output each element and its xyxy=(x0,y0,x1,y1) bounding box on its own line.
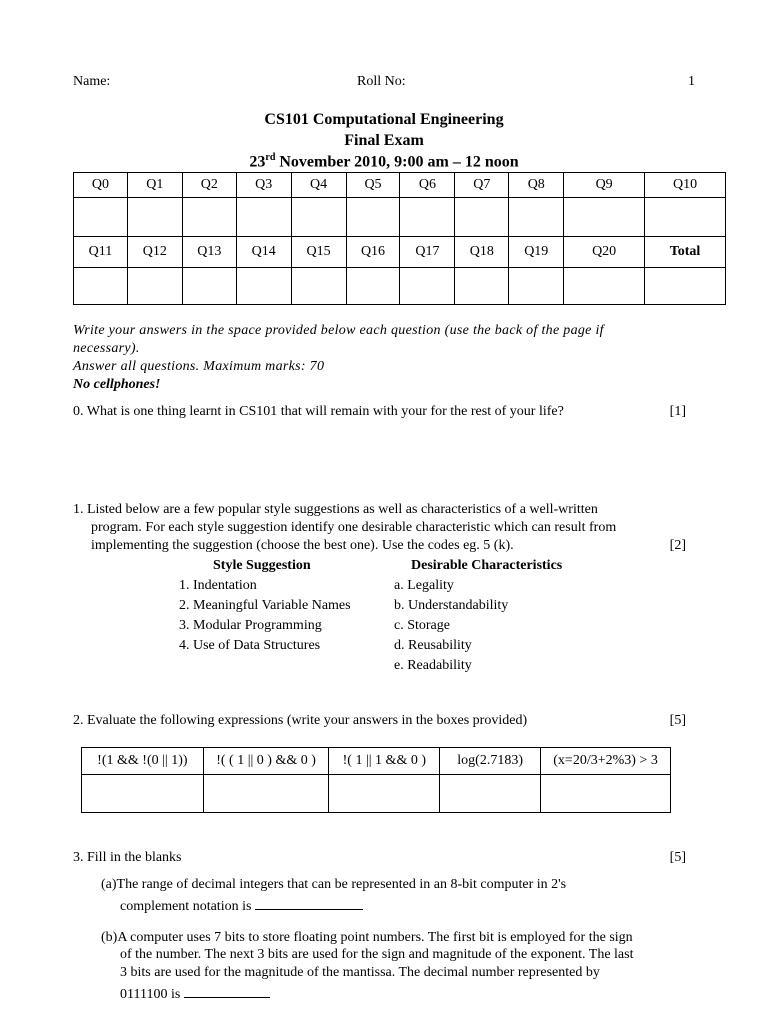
marks-blank-cell xyxy=(400,198,455,237)
marks-cell-label: Q11 xyxy=(74,237,128,268)
suggestion-item: 1. Indentation xyxy=(179,578,257,593)
marks-blank-cell xyxy=(400,268,455,305)
marks-header-row-2 xyxy=(74,237,726,268)
characteristic-item: d. Reusability xyxy=(394,638,472,653)
question-3 xyxy=(73,850,686,866)
expression-cell: log(2.7183) xyxy=(440,748,541,775)
instructions-line-3: Answer all questions. Maximum marks: 70 xyxy=(73,359,325,374)
marks-blank-cell xyxy=(127,268,182,305)
marks-cell-label: Q20 xyxy=(564,237,645,268)
marks-cell-label: Q13 xyxy=(182,237,236,268)
marks-cell-label: Q19 xyxy=(509,237,564,268)
suggestions-list xyxy=(179,578,351,658)
marks-cell-label: Q10 xyxy=(645,173,726,198)
marks-cell-label: Q1 xyxy=(127,173,182,198)
instructions-line-1: Write your answers in the space provided below each question (use the back of the page if xyxy=(73,323,604,338)
marks-cell-label: Q18 xyxy=(455,237,509,268)
characteristic-item: b. Understandability xyxy=(394,598,509,613)
marks-blank-cell xyxy=(291,268,346,305)
marks-total-label: Total xyxy=(645,237,726,268)
question-3-text: 3. Fill in the blanks xyxy=(73,850,182,865)
question-3-marks: [5] xyxy=(669,850,686,865)
marks-cell-label: Q15 xyxy=(291,237,346,268)
marks-blank-cell xyxy=(74,198,128,237)
date-superscript: rd xyxy=(265,152,276,163)
question-1-line-2: program. For each style suggestion identify one desirable characteristic which can result from xyxy=(91,520,617,535)
answer-box xyxy=(541,775,671,813)
marks-blank-cell xyxy=(182,268,236,305)
question-3b-line-1: (b)A computer uses 7 bits to store floating point numbers. The first bit is employed for the sign xyxy=(101,930,633,945)
marks-blank-cell xyxy=(182,198,236,237)
question-0-marks: [1] xyxy=(669,404,686,419)
characteristics-list xyxy=(394,578,508,678)
marks-blank-cell xyxy=(455,198,509,237)
date-rest: November 2010, 9:00 am – 12 noon xyxy=(275,153,519,171)
marks-cell-label: Q9 xyxy=(564,173,645,198)
characteristic-item: c. Storage xyxy=(394,618,450,633)
marks-blank-row-2 xyxy=(74,268,726,305)
question-1-line-1: 1. Listed below are a few popular style suggestions as well as characteristics of a well-written xyxy=(73,502,598,517)
marks-blank-cell xyxy=(346,198,400,237)
answer-box xyxy=(440,775,541,813)
marks-blank-cell xyxy=(74,268,128,305)
marks-cell-label: Q17 xyxy=(400,237,455,268)
answer-blank xyxy=(255,895,363,910)
expressions-answer-row xyxy=(82,775,671,813)
marks-blank-cell xyxy=(645,268,726,305)
marks-cell-label: Q6 xyxy=(400,173,455,198)
instructions-line-4: No cellphones! xyxy=(73,377,161,392)
question-2-marks: [5] xyxy=(669,713,686,728)
marks-cell-label: Q16 xyxy=(346,237,400,268)
answer-box xyxy=(329,775,440,813)
marks-cell-label: Q2 xyxy=(182,173,236,198)
question-2 xyxy=(73,713,686,729)
date-day: 23 xyxy=(249,153,266,171)
marks-cell-label: Q3 xyxy=(236,173,291,198)
marks-blank-cell xyxy=(564,198,645,237)
expressions-header-row xyxy=(82,748,671,775)
exam-date xyxy=(0,152,768,171)
marks-blank-cell xyxy=(564,268,645,305)
answer-box xyxy=(203,775,329,813)
suggestion-item: 3. Modular Programming xyxy=(179,618,322,633)
expression-cell: !(1 && !(0 || 1)) xyxy=(82,748,204,775)
suggestion-item: 4. Use of Data Structures xyxy=(179,638,321,653)
name-label: Name: xyxy=(73,74,111,89)
question-3a-line-1: (a)The range of decimal integers that can be represented in an 8-bit computer in 2's xyxy=(101,877,567,892)
marks-cell-label: Q5 xyxy=(346,173,400,198)
marks-blank-cell xyxy=(127,198,182,237)
marks-blank-cell xyxy=(346,268,400,305)
question-3b-line-2: of the number. The next 3 bits are used for the sign and magnitude of the exponent. The last xyxy=(120,947,634,962)
marks-blank-cell xyxy=(236,268,291,305)
expressions-table xyxy=(81,747,671,813)
course-title: CS101 Computational Engineering xyxy=(264,111,504,128)
instructions-line-2: necessary). xyxy=(73,341,140,356)
question-1-marks: [2] xyxy=(669,538,686,553)
marks-blank-cell xyxy=(291,198,346,237)
question-0 xyxy=(73,404,686,420)
question-3b-line-3: 3 bits are used for the magnitude of the mantissa. The decimal number represented by xyxy=(120,965,600,980)
question-2-text: 2. Evaluate the following expressions (write your answers in the boxes provided) xyxy=(73,713,528,728)
marks-cell-label: Q14 xyxy=(236,237,291,268)
marks-cell-label: Q8 xyxy=(509,173,564,198)
marks-table xyxy=(73,172,726,305)
page-header xyxy=(73,74,695,92)
suggestion-item: 2. Meaningful Variable Names xyxy=(179,598,351,613)
question-3b-text: 0111100 is xyxy=(120,987,181,1002)
question-3a-text: complement notation is xyxy=(120,899,252,914)
question-3b-line-4 xyxy=(120,983,270,1003)
answer-blank xyxy=(184,983,270,998)
marks-blank-cell xyxy=(509,268,564,305)
style-suggestion-heading: Style Suggestion xyxy=(213,558,311,573)
desirable-characteristics-heading: Desirable Characteristics xyxy=(411,558,563,573)
exam-title: Final Exam xyxy=(344,132,424,149)
characteristic-item: a. Legality xyxy=(394,578,454,593)
marks-blank-cell xyxy=(236,198,291,237)
marks-cell-label: Q0 xyxy=(74,173,128,198)
marks-cell-label: Q12 xyxy=(127,237,182,268)
marks-blank-cell xyxy=(455,268,509,305)
marks-header-row-1 xyxy=(74,173,726,198)
question-1-line-3 xyxy=(91,538,686,554)
marks-cell-label: Q7 xyxy=(455,173,509,198)
characteristic-item: e. Readability xyxy=(394,658,472,673)
question-3a-line-2 xyxy=(120,895,363,915)
expression-cell: (x=20/3+2%3) > 3 xyxy=(541,748,671,775)
expression-cell: !( ( 1 || 0 ) && 0 ) xyxy=(203,748,329,775)
marks-blank-cell xyxy=(509,198,564,237)
marks-blank-cell xyxy=(645,198,726,237)
question-0-text: 0. What is one thing learnt in CS101 that will remain with your for the rest of your life? xyxy=(73,404,564,419)
page-number: 1 xyxy=(688,74,695,89)
marks-cell-label: Q4 xyxy=(291,173,346,198)
marks-blank-row-1 xyxy=(74,198,726,237)
expression-cell: !( 1 || 1 && 0 ) xyxy=(329,748,440,775)
roll-label: Roll No: xyxy=(357,74,406,89)
question-1-line-3-text: implementing the suggestion (choose the best one). Use the codes eg. 5 (k). xyxy=(91,538,514,553)
answer-box xyxy=(82,775,204,813)
